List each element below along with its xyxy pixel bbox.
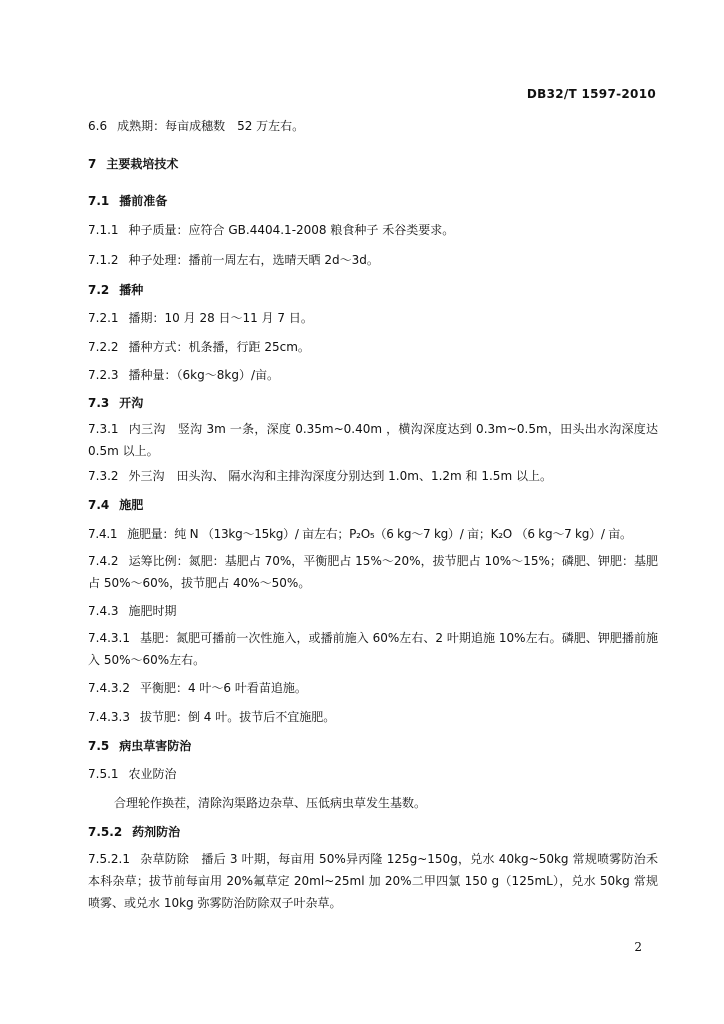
section-number: 7.2.2 — [88, 340, 119, 354]
paragraph-7-4-2 — [88, 550, 658, 594]
section-number: 7.4.2 — [88, 554, 119, 568]
heading-text: 农业防治 — [128, 767, 177, 781]
section-number: 7.3 — [88, 396, 110, 410]
item-7-2-3 — [88, 367, 279, 383]
item-text: 种子处理：播前一周左右，选晴天晒 2d～3d。 — [128, 253, 379, 267]
section-number: 7.2 — [88, 283, 110, 297]
paragraph-text: 杂草防除 播后 3 叶期，每亩用 50%异丙隆 125g~150g，兑水 40kg~50kg 常规喷雾防治禾本科杂草；拔节前每亩用 20%氟草定 20ml~25ml 加 20%二甲四氯 150 g（125mL），兑水 50kg 常规喷雾、或兑水 10kg 弥雾防治防除双子叶杂草。 — [88, 852, 658, 910]
item-text: 播种量：（6kg～8kg）/亩。 — [128, 368, 279, 382]
item-text: 拔节肥：倒 4 叶。拔节后不宜施肥。 — [139, 710, 336, 724]
section-number: 7.3.2 — [88, 469, 119, 483]
section-number: 7.5.1 — [88, 767, 119, 781]
section-number: 7.4 — [88, 498, 110, 512]
heading-7-4 — [88, 497, 143, 513]
item-text: 播种方式：机条播，行距 25cm。 — [128, 340, 310, 354]
item-6-6 — [88, 118, 304, 134]
paragraph-text: 内三沟 竖沟 3m 一条，深度 0.35m~0.40m ，横沟深度达到 0.3m~0.5m，田头出水沟深度达 0.5m 以上。 — [88, 422, 658, 458]
section-number: 6.6 — [88, 119, 108, 133]
section-number: 7.4.3.2 — [88, 681, 130, 695]
item-7-4-3-3 — [88, 709, 335, 725]
item-7-3-2 — [88, 468, 552, 484]
item-text: 种子质量：应符合 GB.4404.1-2008 粮食种子 禾谷类要求。 — [128, 223, 455, 237]
section-number: 7.4.3.1 — [88, 631, 130, 645]
heading-7-5-2 — [88, 824, 180, 840]
item-text: 施肥量：纯 N （13kg～15kg）/ 亩左右；P₂O₅（6 kg～7 kg）/ 亩；K₂O （6 kg～7 kg）/ 亩。 — [127, 527, 632, 541]
heading-text: 播前准备 — [119, 194, 168, 208]
section-number: 7.5 — [88, 739, 110, 753]
heading-7 — [88, 156, 178, 172]
section-number: 7 — [88, 157, 97, 171]
heading-text: 施肥时期 — [128, 604, 177, 618]
heading-text: 病虫草害防治 — [119, 739, 192, 753]
item-text: 平衡肥：4 叶～6 叶看苗追施。 — [139, 681, 307, 695]
item-text: 成熟期：每亩成穗数 52 万左右。 — [117, 119, 305, 133]
heading-7-5-1 — [88, 766, 177, 782]
paragraph-text: 基肥：氮肥可播前一次性施入，或播前施入 60%左右、2 叶期追施 10%左右。磷肥、钾肥播前施入 50%～60%左右。 — [88, 631, 658, 667]
item-7-1-2 — [88, 252, 379, 268]
item-text: 外三沟 田头沟、 隔水沟和主排沟深度分别达到 1.0m、1.2m 和 1.5m 以上。 — [128, 469, 552, 483]
doc-code: DB32/T 1597-2010 — [526, 87, 656, 101]
section-number: 7.4.3.3 — [88, 710, 130, 724]
item-7-2-1 — [88, 310, 313, 326]
section-number: 7.1.2 — [88, 253, 119, 267]
heading-text: 开沟 — [119, 396, 144, 410]
item-7-4-3-2 — [88, 680, 307, 696]
heading-7-1 — [88, 193, 167, 209]
section-number: 7.1 — [88, 194, 110, 208]
section-number: 7.3.1 — [88, 422, 119, 436]
section-number: 7.2.1 — [88, 311, 119, 325]
heading-text: 药剂防治 — [132, 825, 181, 839]
paragraph-text: 运筹比例：氮肥：基肥占 70%，平衡肥占 15%～20%，拔节肥占 10%～15%；磷肥、钾肥：基肥占 50%～60%，拔节肥占 40%～50%。 — [88, 554, 658, 590]
section-number: 7.5.2.1 — [88, 852, 130, 866]
item-7-1-1 — [88, 222, 454, 238]
paragraph-agronomic-control: 合理轮作换茬，清除沟渠路边杂草、压低病虫草发生基数。 — [114, 796, 427, 810]
heading-7-2 — [88, 282, 143, 298]
item-text: 播期：10 月 28 日～11 月 7 日。 — [128, 311, 313, 325]
heading-7-4-3 — [88, 603, 177, 619]
heading-7-3 — [88, 395, 143, 411]
section-number: 7.1.1 — [88, 223, 119, 237]
heading-7-5 — [88, 738, 191, 754]
section-number: 7.5.2 — [88, 825, 123, 839]
section-number: 7.4.3 — [88, 604, 119, 618]
heading-text: 主要栽培技术 — [106, 157, 179, 171]
page-number: 2 — [634, 940, 642, 954]
paragraph-7-4-3-1 — [88, 627, 658, 671]
paragraph-7-3-1 — [88, 418, 658, 462]
paragraph-7-5-2-1 — [88, 848, 658, 914]
heading-text: 施肥 — [119, 498, 144, 512]
item-7-4-1 — [88, 526, 632, 542]
heading-text: 播种 — [119, 283, 144, 297]
item-7-2-2 — [88, 339, 310, 355]
section-number: 7.2.3 — [88, 368, 119, 382]
section-number: 7.4.1 — [88, 527, 118, 541]
